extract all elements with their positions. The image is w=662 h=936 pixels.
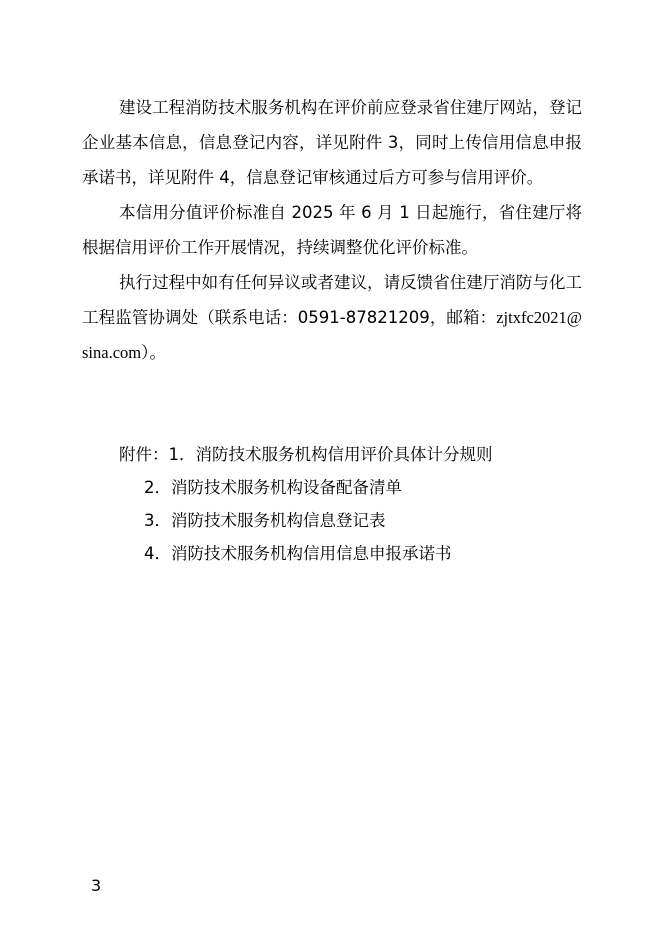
body-text (82, 90, 582, 370)
attachment-item: 2．消防技术服务机构设备配备清单 (144, 478, 402, 497)
attachment-item: 3．消防技术服务机构信息登记表 (144, 511, 386, 530)
attachment-item: 1．消防技术服务机构信用评价具体计分规则 (168, 445, 493, 464)
page-number: 3 (91, 876, 102, 895)
feedback-text: 执行过程中如有任何异议或者建议，请反馈省住建厅消防与化工工程监管协调处（联系电话：0591-87821209，邮箱： (82, 273, 582, 327)
attachment-item: 4．消防技术服务机构信用信息申报承诺书 (144, 544, 452, 563)
attachments-label: 附件： (119, 445, 169, 464)
paragraph-feedback (82, 265, 582, 370)
attachments-list (119, 438, 589, 570)
paragraph-registration: 建设工程消防技术服务机构在评价前应登录省住建厅网站，登记企业基本信息，信息登记内容，详见附件 3，同时上传信用信息申报承诺书，详见附件 4，信息登记审核通过后方可参与信用评价。 (82, 98, 582, 187)
attachment-line-1 (119, 438, 589, 471)
contact-email: zjtxfc2021@sina.com）。 (82, 308, 582, 362)
paragraph-effective-date: 本信用分值评价标准自 2025 年 6 月 1 日起施行，省住建厅将根据信用评价工作开展情况，持续调整优化评价标准。 (82, 203, 582, 257)
